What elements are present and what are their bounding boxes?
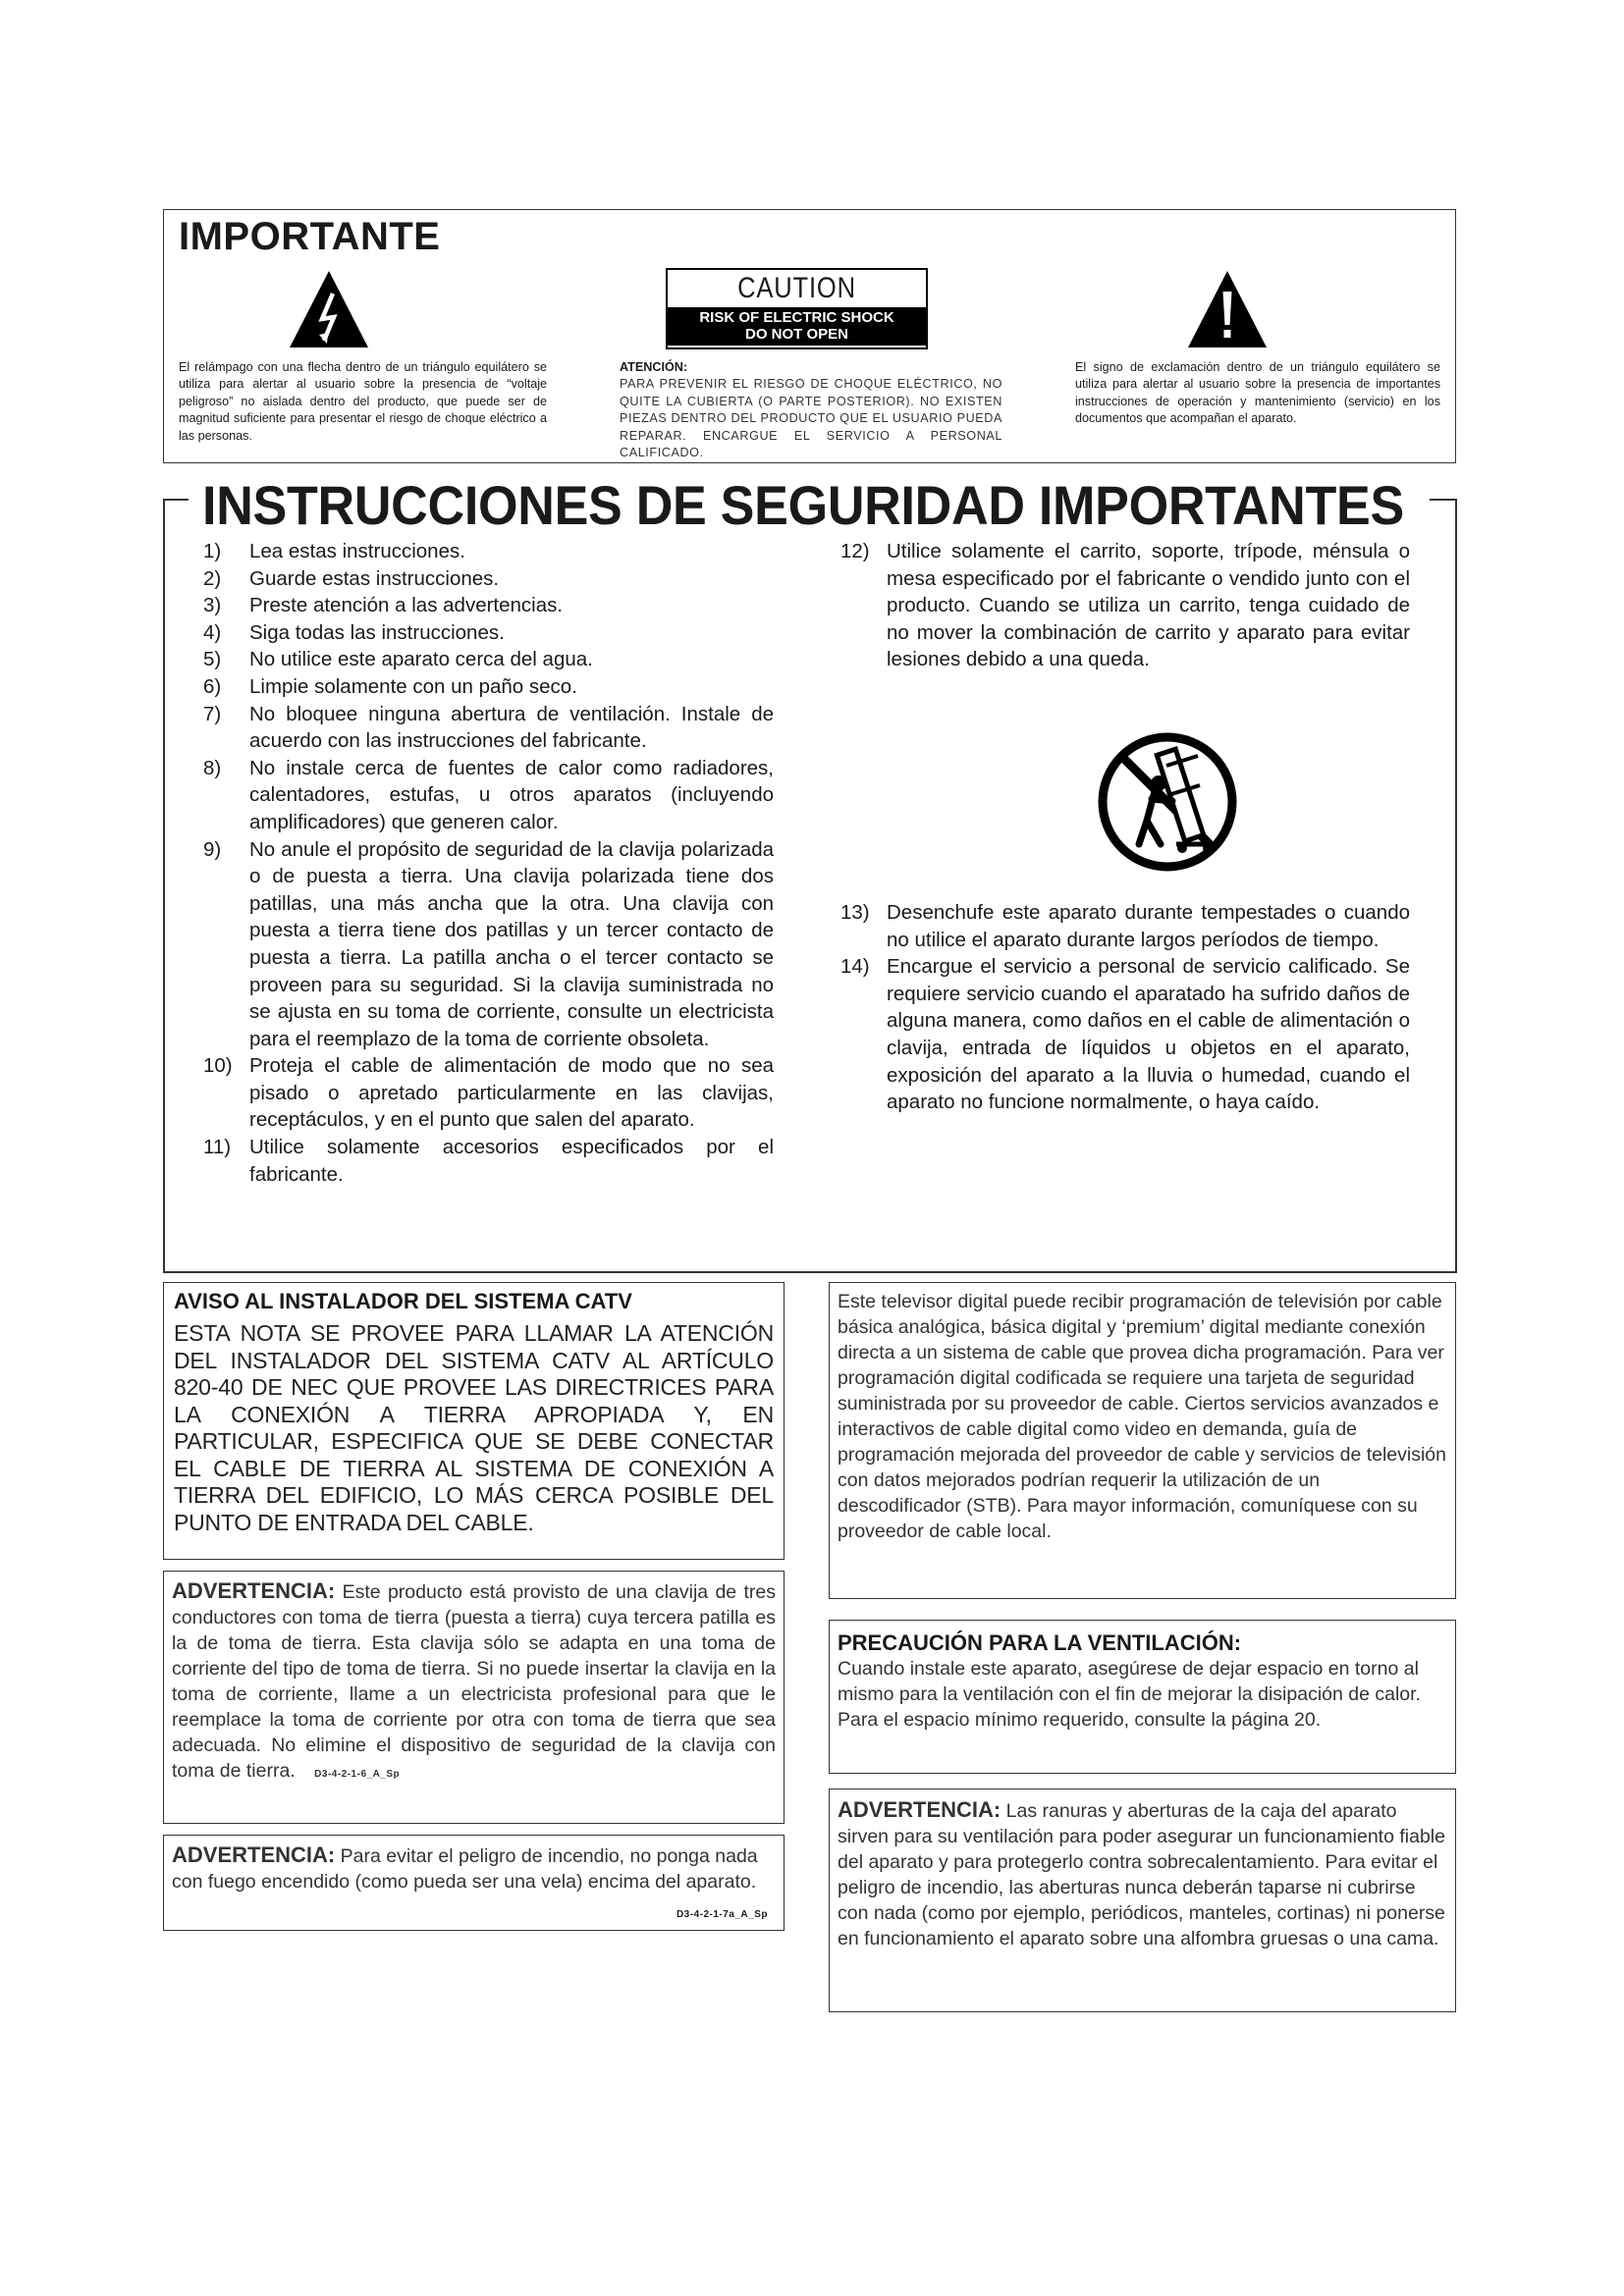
list-item: 1) Lea estas instrucciones. xyxy=(203,540,465,562)
caution-word: CAUTION xyxy=(737,272,856,304)
warning-fire-text: ADVERTENCIA: Para evitar el peligro de incendio, no ponga nada con fuego encendido (como pueda ser una vela) encima del aparato. xyxy=(172,1842,758,1893)
list-item: 13) Desenchufe este aparato durante tempestades o cuando no utilice el aparato durante largos períodos de tiempo. xyxy=(840,901,1410,951)
importante-title: IMPORTANTE xyxy=(179,215,441,258)
list-item: 3) Preste atención a las advertencias. xyxy=(203,594,564,617)
safety-list-left xyxy=(203,538,774,1188)
cable-tv-box xyxy=(829,1282,1456,1599)
exclamation-triangle-icon xyxy=(1185,268,1270,350)
safety-frame-right-edge xyxy=(1455,499,1457,1272)
atencion-label: ATENCIÓN: xyxy=(620,360,688,374)
caution-line-2: DO NOT OPEN xyxy=(744,326,848,343)
ventilation-text: Cuando instale este aparato, asegúrese de dejar espacio en torno al mismo para la ventilación con el fin de mejorar la disipación de calor. Para el espacio mínimo requerido, consulte la página 20. xyxy=(838,1658,1421,1731)
catv-title: AVISO AL INSTALADOR DEL SISTEMA CATV xyxy=(174,1289,632,1313)
safety-list-right-top xyxy=(840,538,1410,673)
safety-frame-left-edge xyxy=(163,499,165,1272)
list-item: 14) Encargue el servicio a personal de servicio calificado. Se requiere servicio cuando el aparatado ha sufrido daños de alguna manera, como daños en el cable de alimentación o clavija, entrada de líquidos u objetos en el aparato, exposición del aparato a la lluvia o humedad, cuando el aparato no funcione normalmente, o haya caído. xyxy=(840,955,1410,1114)
catv-text: ESTA NOTA SE PROVEE PARA LLAMAR LA ATENCIÓN DEL INSTALADOR DEL SISTEMA CATV AL ARTÍCULO 820-40 DE NEC QUE PROVEE LAS DIRECTRICES PARA LA CONEXIÓN A TIERRA APROPIADA Y, EN PARTICULAR, ESPECIFICA QUE SE DEBE CONECTAR EL CABLE DE TIERRA AL SISTEMA DE CONEXIÓN A TIERRA DEL EDIFICIO, LO MÁS CERCA POSIBLE DEL PUNTO DE ENTRADA DEL CABLE. xyxy=(174,1320,774,1535)
safety-title: INSTRUCCIONES DE SEGURIDAD IMPORTANTES xyxy=(202,474,1404,536)
list-item: 2) Guarde estas instrucciones. xyxy=(203,566,500,590)
list-item: 5) No utilice este aparato cerca del agua. xyxy=(203,648,593,671)
warning-vents-box xyxy=(829,1789,1456,2012)
list-item: 10) Proteja el cable de alimentación de modo que no sea pisado o apretado particularmente en las clavijas, receptáculos, y en el punto que salen del aparato. xyxy=(203,1054,774,1132)
ventilation-title: PRECAUCIÓN PARA LA VENTILACIÓN: xyxy=(838,1630,1242,1655)
warning-fire-box xyxy=(163,1835,785,1931)
catv-notice-box xyxy=(163,1282,785,1560)
warning-plug-text: ADVERTENCIA: Este producto está provisto de una clavija de tres conductores con toma de tierra (puesta a tierra) cuya tercera patilla es la de toma de tierra. Esta clavija sólo se adapta en una toma de corriente del tipo de toma de tierra. Si no puede insertar la clavija en la toma de corriente, llame a un electricista profesional para que le reemplace la toma de corriente por otra con toma de tierra que sea adecuada. No elimine el dispositivo de seguridad de la clavija con toma de tierra. D3-4-2-1-6_A_Sp xyxy=(172,1578,777,1782)
safety-list-right-bottom xyxy=(840,899,1410,1116)
warning-vents-text: ADVERTENCIA: Las ranuras y aberturas de la caja del aparato sirven para su ventilación para poder asegurar un funcionamiento fiable del aparato y para protegerlo contra sobrecalentamiento. Para evitar el peligro de incendio, las aberturas nunca deberán taparse ni cubrirse con nada (como por ejemplo, periódicos, manteles, cortinas) ni ponerse en funcionamiento el aparato sobre una alfombra gruesas o una cama. xyxy=(838,1797,1445,1949)
list-item: 4) Siga todas las instrucciones. xyxy=(203,620,505,644)
cable-tv-text: Este televisor digital puede recibir programación de televisión por cable básica analógica, básica digital y ‘premium’ digital mediante conexión directa a un sistema de cable que provea dicha programación. Para ver programación digital codificada se requiere una tarjeta de seguridad suministrada por su proveedor de cable. Ciertos servicios avanzados e interactivos de cable digital como video en demanda, guía de programación mejorada del proveedor de cable y servicios de televisión con datos mejorados podrían requerir la utilización de un descodificador (STB). Para mayor información, comuníquese con su proveedor de cable local. xyxy=(838,1291,1447,1542)
list-item: 11) Utilice solamente accesorios especificados por el fabricante. xyxy=(203,1136,774,1186)
warning-plug-box xyxy=(163,1571,785,1824)
caution-band xyxy=(668,307,926,346)
ventilation-box xyxy=(829,1620,1456,1774)
safety-frame-top-right xyxy=(1430,499,1457,501)
caution-label xyxy=(666,268,928,349)
reference-code: D3-4-2-1-6_A_Sp xyxy=(314,1769,401,1780)
warning-label: ADVERTENCIA: xyxy=(172,1578,336,1603)
list-item: 12) Utilice solamente el carrito, soporte, trípode, ménsula o mesa especificado por el fabricante o vendido junto con el producto. Cuando se utiliza un carrito, tenga cuidado de no mover la combinación de carrito y aparato para evitar lesiones debido a una queda. xyxy=(840,540,1410,671)
atencion-block xyxy=(620,359,1002,461)
cart-tip-over-icon xyxy=(1090,730,1245,874)
lightning-triangle-icon xyxy=(287,268,371,350)
warning-label: ADVERTENCIA: xyxy=(838,1797,1001,1822)
safety-frame-bottom-edge xyxy=(163,1271,1457,1273)
reference-code: D3-4-2-1-7a_A_Sp xyxy=(676,1909,768,1920)
caution-line-1: RISK OF ELECTRIC SHOCK xyxy=(699,309,894,326)
safety-frame-top-left xyxy=(163,499,189,501)
list-item: 6) Limpie solamente con un paño seco. xyxy=(203,674,577,698)
warning-label: ADVERTENCIA: xyxy=(172,1842,336,1867)
lightning-description: El relámpago con una flecha dentro de un triángulo equilátero se utiliza para alertar al usuario sobre la presencia de “voltaje peligroso” no aislada dentro del producto, que puede ser de magnitud suficiente para presentar el riesgo de choque eléctrico a las personas. xyxy=(179,360,547,443)
list-item: 8) No instale cerca de fuentes de calor como radiadores, calentadores, estufas, u otros aparatos (incluyendo amplificadores) que generen calor. xyxy=(203,756,774,833)
atencion-text: PARA PREVENIR EL RIESGO DE CHOQUE ELÉCTRICO, NO QUITE LA CUBIERTA (O PARTE POSTERIOR). NO EXISTEN PIEZAS DENTRO DEL PRODUCTO QUE EL USUARIO PUEDA REPARAR. ENCARGUE EL SERVICIO A PERSONAL CALIFICADO. xyxy=(620,377,1002,460)
list-item: 9) No anule el propósito de seguridad de la clavija polarizada o de puesta a tierra. Una clavija polarizada tiene dos patillas, una más ancha que la otra. Una clavija con puesta a tierra tiene dos patillas y un tercer contacto de puesta a tierra. La patilla ancha o el tercer contacto se proveen para su seguridad. Si la clavija suministrada no se ajusta en su toma de corriente, consulte un electricista para el reemplazo de la toma de corriente obsoleta. xyxy=(203,837,774,1050)
exclamation-description: El signo de exclamación dentro de un triángulo equilátero se utiliza para alertar al usuario sobre la presencia de importantes instrucciones de operación y mantenimiento (servicio) en los documentos que acompañan el aparato. xyxy=(1075,360,1440,426)
list-item: 7) No bloquee ninguna abertura de ventilación. Instale de acuerdo con las instrucciones del fabricante. xyxy=(203,702,774,753)
